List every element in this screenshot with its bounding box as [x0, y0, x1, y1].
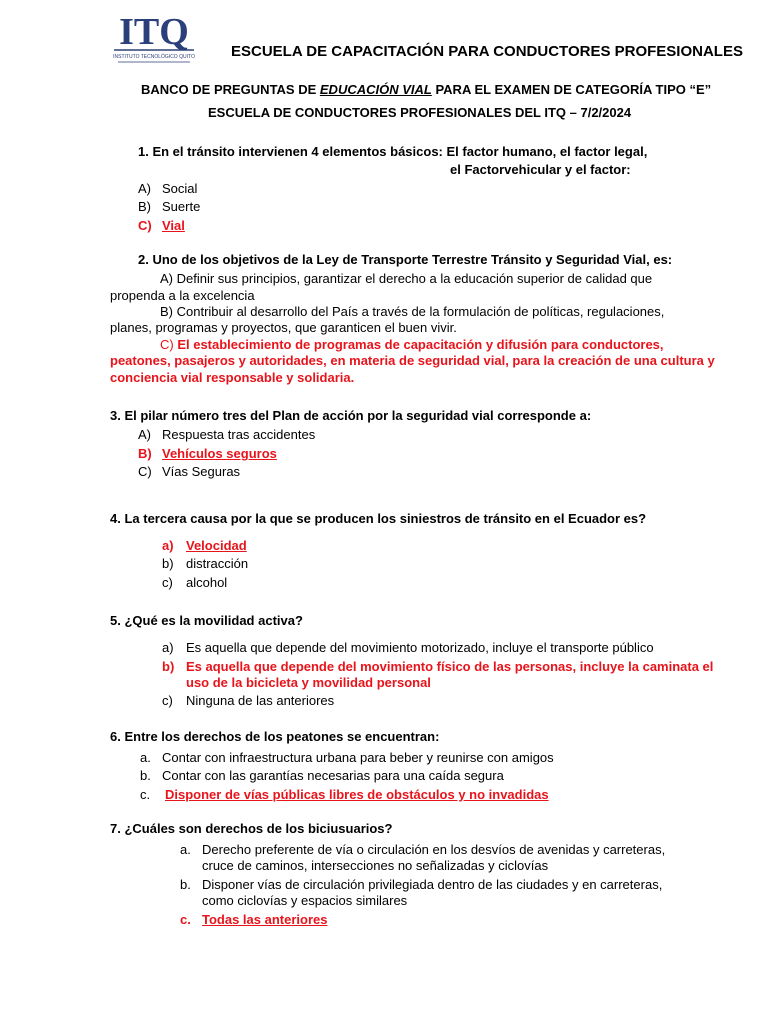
q7-option-c: c. — [180, 912, 191, 927]
q5-option-b-line1: Es aquella que depende del movimiento físico de las personas, incluye la caminata el — [186, 659, 714, 674]
itq-logo — [108, 10, 200, 66]
q7-option-a-line1: Derecho preferente de vía o circulación en los desvíos de avenidas y carreteras, — [202, 842, 666, 857]
question-4: 4. La tercera causa por la que se producen los siniestros de tránsito en el Ecuador es? — [110, 511, 647, 526]
question-7: 7. ¿Cuáles son derechos de los biciusuarios? — [110, 821, 393, 836]
q5-option-a: a) — [162, 640, 174, 655]
q3-option-b: B) — [138, 446, 152, 461]
q1-option-b-text: Suerte — [162, 199, 201, 214]
q4-option-a: a) — [162, 538, 174, 553]
q6-option-c-answer: Disponer de vías públicas libres de obstáculos y no invadidas — [165, 787, 549, 802]
q3-option-a-text: Respuesta tras accidentes — [162, 427, 316, 442]
q7-option-c-answer: Todas las anteriores — [202, 912, 328, 927]
q7-option-a-line2: cruce de caminos, intersecciones no señalizadas y ciclovías — [202, 858, 549, 873]
q5-option-a-text: Es aquella que depende del movimiento motorizado, incluye el transporte público — [186, 640, 654, 655]
school-title: ESCUELA DE CAPACITACIÓN PARA CONDUCTORES PROFESIONALES — [231, 43, 743, 60]
q7-option-b-line2: como ciclovías y espacios similares — [202, 893, 408, 908]
q2-option-b-line2: planes, programas y proyectos, que garanticen el buen vivir. — [110, 320, 457, 335]
q6-option-c: c. — [140, 787, 151, 802]
q5-option-c-text: Ninguna de las anteriores — [186, 693, 335, 708]
question-5: 5. ¿Qué es la movilidad activa? — [110, 613, 303, 628]
subtitle-line-2: ESCUELA DE CONDUCTORES PROFESIONALES DEL ITQ – 7/2/2024 — [208, 105, 632, 120]
q5-option-c: c) — [162, 693, 173, 708]
q7-option-a: a. — [180, 842, 191, 857]
logo-caption: INSTITUTO TECNOLÓGICO QUITO — [113, 54, 195, 60]
q3-option-b-answer: Vehículos seguros — [162, 446, 277, 461]
q1-option-c: C) — [138, 218, 152, 233]
q1-option-b: B) — [138, 199, 151, 214]
q6-option-a-text: Contar con infraestructura urbana para beber y reunirse con amigos — [162, 750, 554, 765]
q2-option-a-line1: A) Definir sus principios, garantizar el derecho a la educación superior de calidad que — [160, 271, 653, 286]
logo-text: ITQ — [119, 11, 189, 53]
q3-option-c: C) — [138, 464, 152, 479]
q5-option-b-line2: uso de la bicicleta y movilidad personal — [186, 675, 431, 690]
q2-option-c-line1: C) El establecimiento de programas de capacitación y difusión para conductores, — [160, 337, 664, 352]
q3-option-c-text: Vías Seguras — [162, 464, 241, 479]
q4-option-b-text: distracción — [186, 556, 249, 571]
q6-option-b-text: Contar con las garantías necesarias para una caída segura — [162, 768, 504, 783]
q7-option-b-line1: Disponer vías de circulación privilegiada dentro de las ciudades y en carreteras, — [202, 877, 663, 892]
q4-option-c: c) — [162, 575, 173, 590]
question-2: 2. Uno de los objetivos de la Ley de Transporte Terrestre Tránsito y Seguridad Vial, es: — [138, 252, 673, 267]
q6-option-a: a. — [140, 750, 151, 765]
question-3: 3. El pilar número tres del Plan de acción por la seguridad vial corresponde a: — [110, 408, 592, 423]
question-1: 1. En el tránsito intervienen 4 elementos básicos: El factor humano, el factor legal, — [138, 144, 648, 159]
subtitle-line-1: BANCO DE PREGUNTAS DE EDUCACIÓN VIAL PARA EL EXAMEN DE CATEGORÍA TIPO “E” — [141, 82, 712, 97]
question-1-cont: el Factorvehicular y el factor: — [450, 162, 631, 177]
q4-option-a-answer: Velocidad — [186, 538, 247, 553]
question-6: 6. Entre los derechos de los peatones se encuentran: — [110, 729, 440, 744]
q1-option-a: A) — [138, 181, 151, 196]
q1-option-c-answer: Vial — [162, 218, 185, 233]
q6-option-b: b. — [140, 768, 151, 783]
q2-option-b-line1: B) Contribuir al desarrollo del País a través de la formulación de políticas, regulaciones, — [160, 304, 665, 319]
q3-option-a: A) — [138, 427, 151, 442]
q2-option-a-line2: propenda a la excelencia — [110, 288, 255, 303]
q7-option-b: b. — [180, 877, 191, 892]
q2-option-c-line3: conciencia vial responsable y solidaria. — [110, 370, 355, 385]
q4-option-c-text: alcohol — [186, 575, 228, 590]
q4-option-b: b) — [162, 556, 174, 571]
q1-option-a-text: Social — [162, 181, 198, 196]
q5-option-b: b) — [162, 659, 175, 674]
q2-option-c-line2: peatones, pasajeros y autoridades, en materia de seguridad vial, para la creación de una cultura y — [110, 353, 715, 368]
